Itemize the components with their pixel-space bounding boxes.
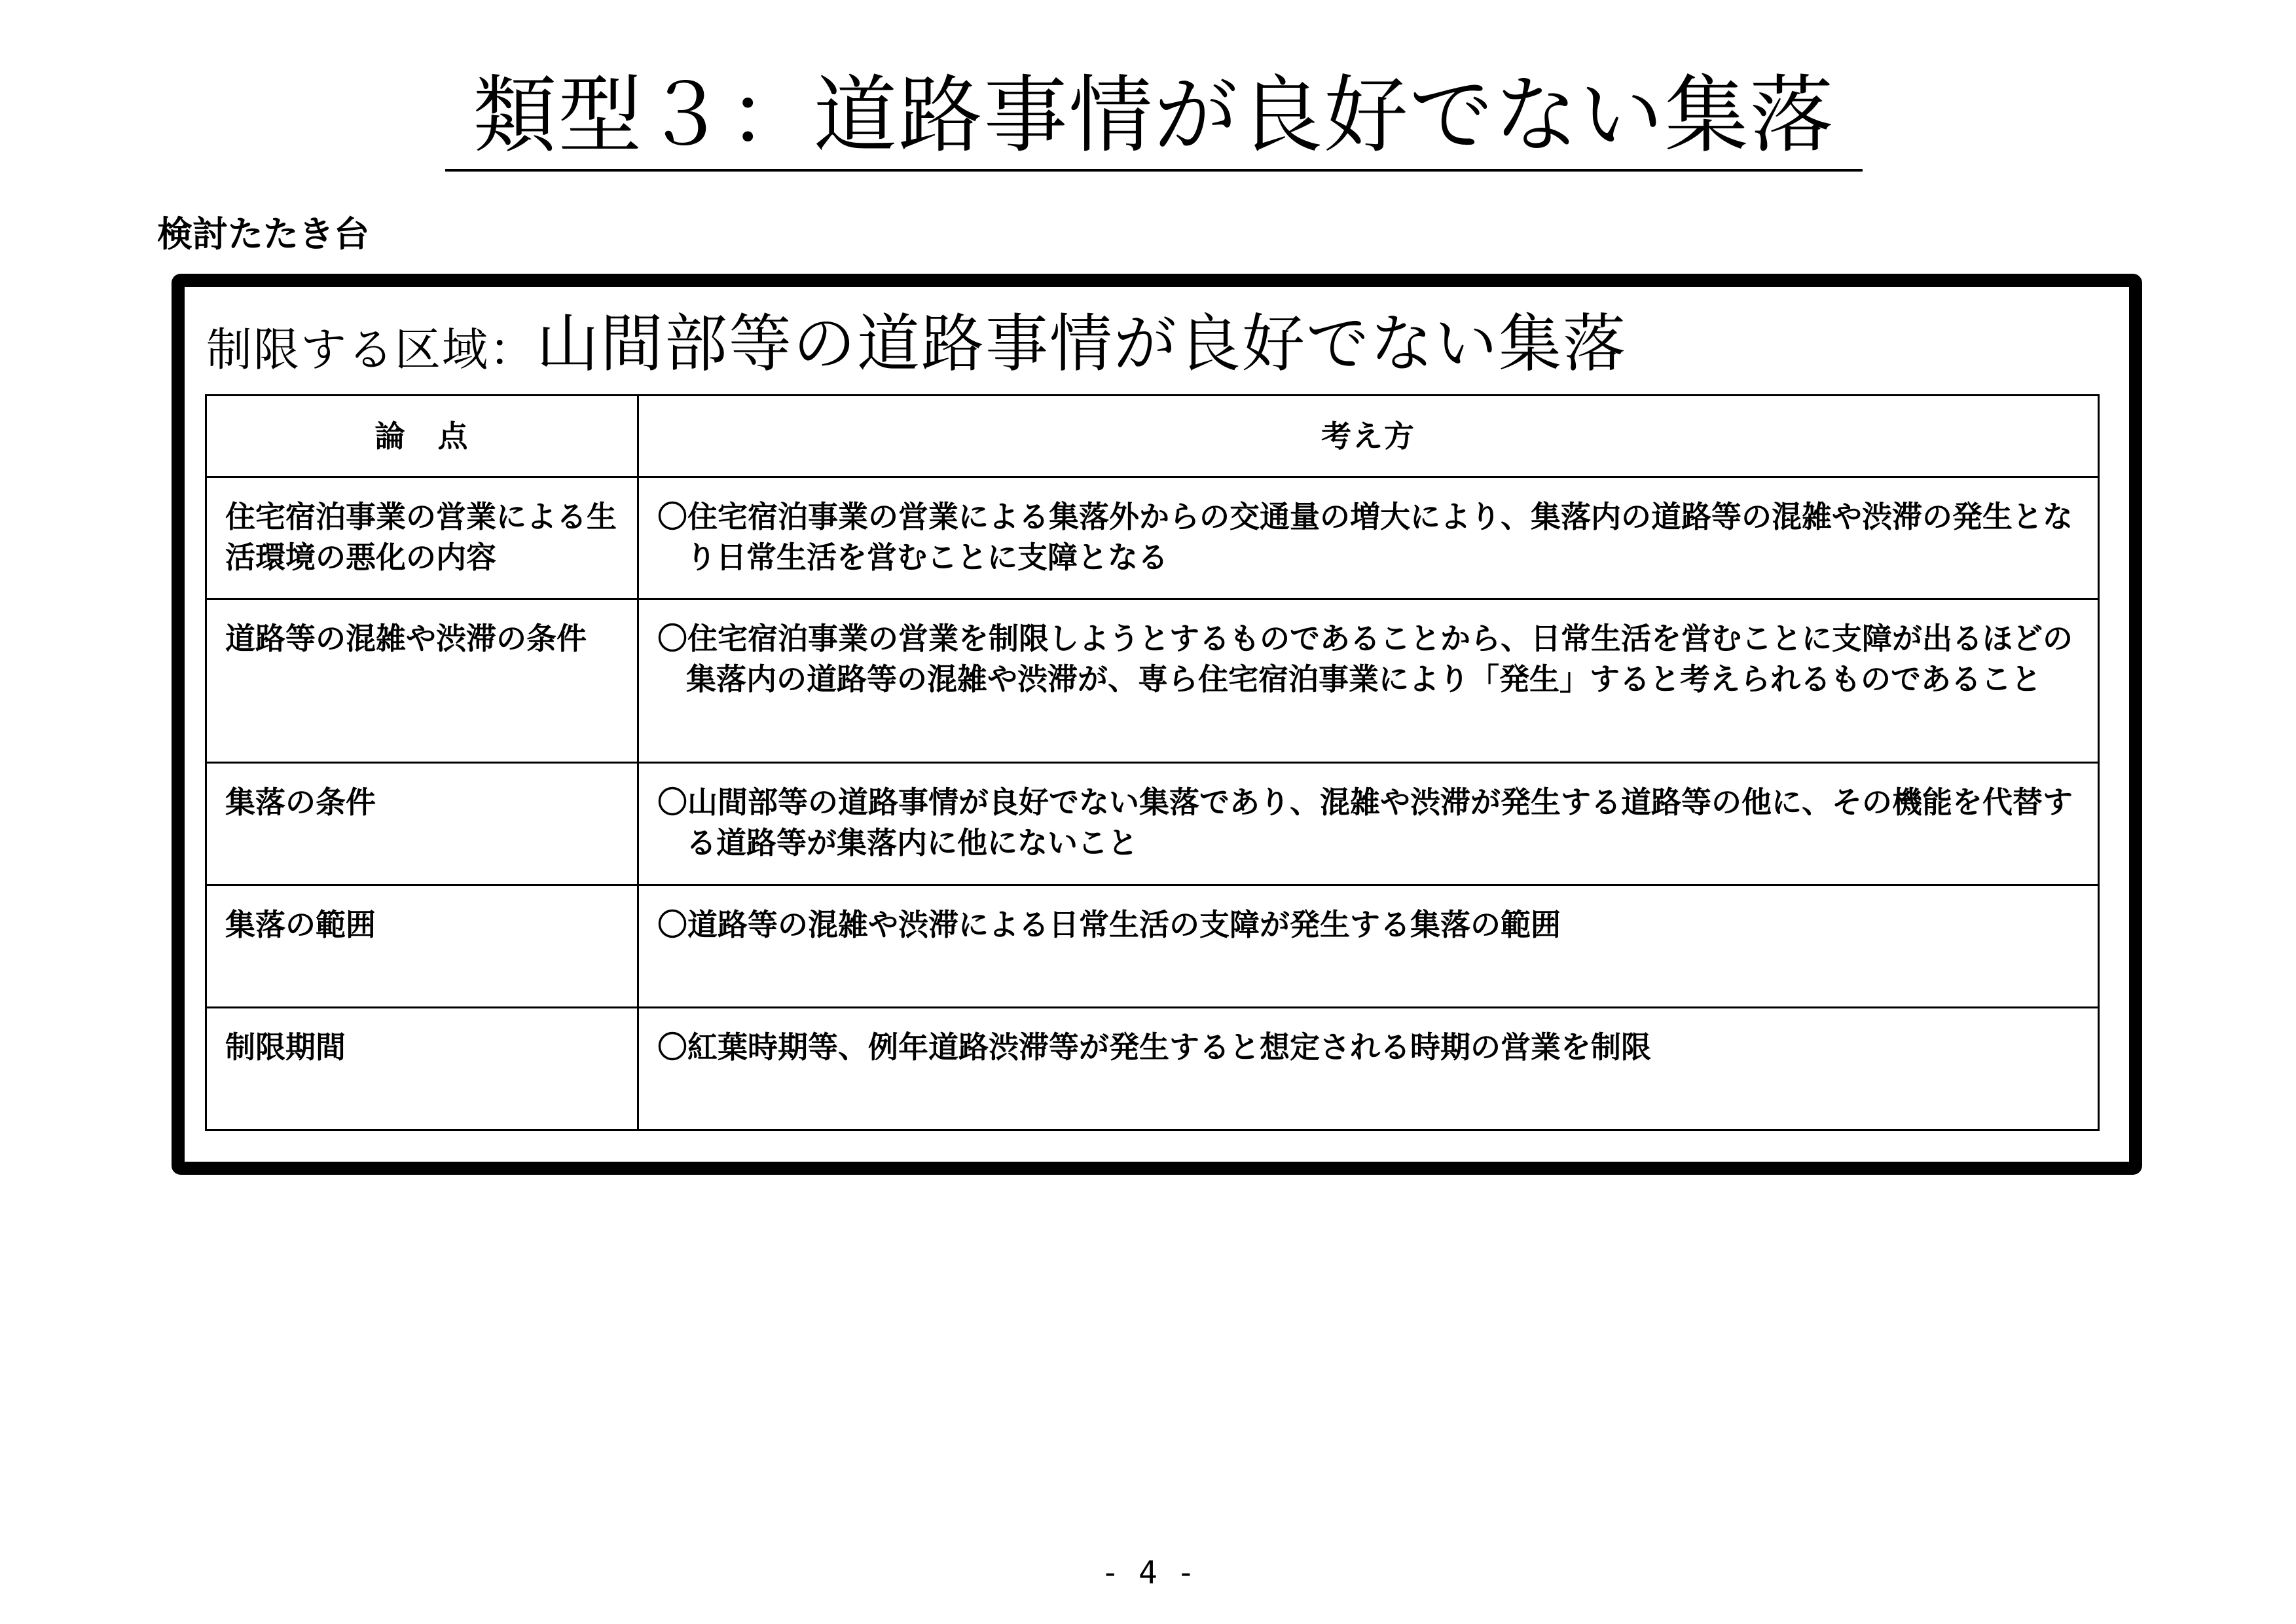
page-number: - 4 - xyxy=(1101,1555,1195,1591)
point-cell: 制限期間 xyxy=(206,1008,638,1130)
point-cell: 道路等の混雑や渋滞の条件 xyxy=(206,599,638,763)
policy-table xyxy=(205,394,2100,1131)
view-cell xyxy=(638,885,2099,1008)
region-heading xyxy=(206,295,1627,393)
region-label: 制限する区域： xyxy=(206,323,536,377)
table-row xyxy=(206,599,2099,763)
page-title: 類型３：道路事情が良好でない集落 xyxy=(445,60,1863,172)
view-text: 〇住宅宿泊事業の営業による集落外からの交通量の増大により、集落内の道路等の混雑や渋滞の発生となり日常生活を営むことに支障となる xyxy=(657,499,2073,575)
view-cell xyxy=(638,1008,2099,1130)
header-point: 論 点 xyxy=(206,396,638,477)
table-row xyxy=(206,885,2099,1008)
point-cell: 集落の範囲 xyxy=(206,885,638,1008)
table-row xyxy=(206,477,2099,599)
point-cell: 住宅宿泊事業の営業による生活環境の悪化の内容 xyxy=(206,477,638,599)
view-text: 〇住宅宿泊事業の営業を制限しようとするものであることから、日常生活を営むことに支障が出るほどの集落内の道路等の混雑や渋滞が、専ら住宅宿泊事業により「発生」すると考えられるものであること xyxy=(657,621,2073,697)
view-cell xyxy=(638,477,2099,599)
view-cell xyxy=(638,599,2099,763)
point-cell: 集落の条件 xyxy=(206,763,638,885)
view-text: 〇紅葉時期等、例年道路渋滞等が発生すると想定される時期の営業を制限 xyxy=(657,1029,1651,1065)
region-value: 山間部等の道路事情が良好でない集落 xyxy=(536,307,1627,380)
table-header-row xyxy=(206,396,2099,477)
view-text: 〇道路等の混雑や渋滞による日常生活の支障が発生する集落の範囲 xyxy=(657,907,1561,942)
view-cell xyxy=(638,763,2099,885)
table-row xyxy=(206,1008,2099,1130)
header-view: 考え方 xyxy=(638,396,2099,477)
table-row xyxy=(206,763,2099,885)
view-text: 〇山間部等の道路事情が良好でない集落であり、混雑や渋滞が発生する道路等の他に、その機能を代替する道路等が集落内に他にないこと xyxy=(657,784,2073,860)
document-subtitle: 検討たたき台 xyxy=(157,213,369,255)
